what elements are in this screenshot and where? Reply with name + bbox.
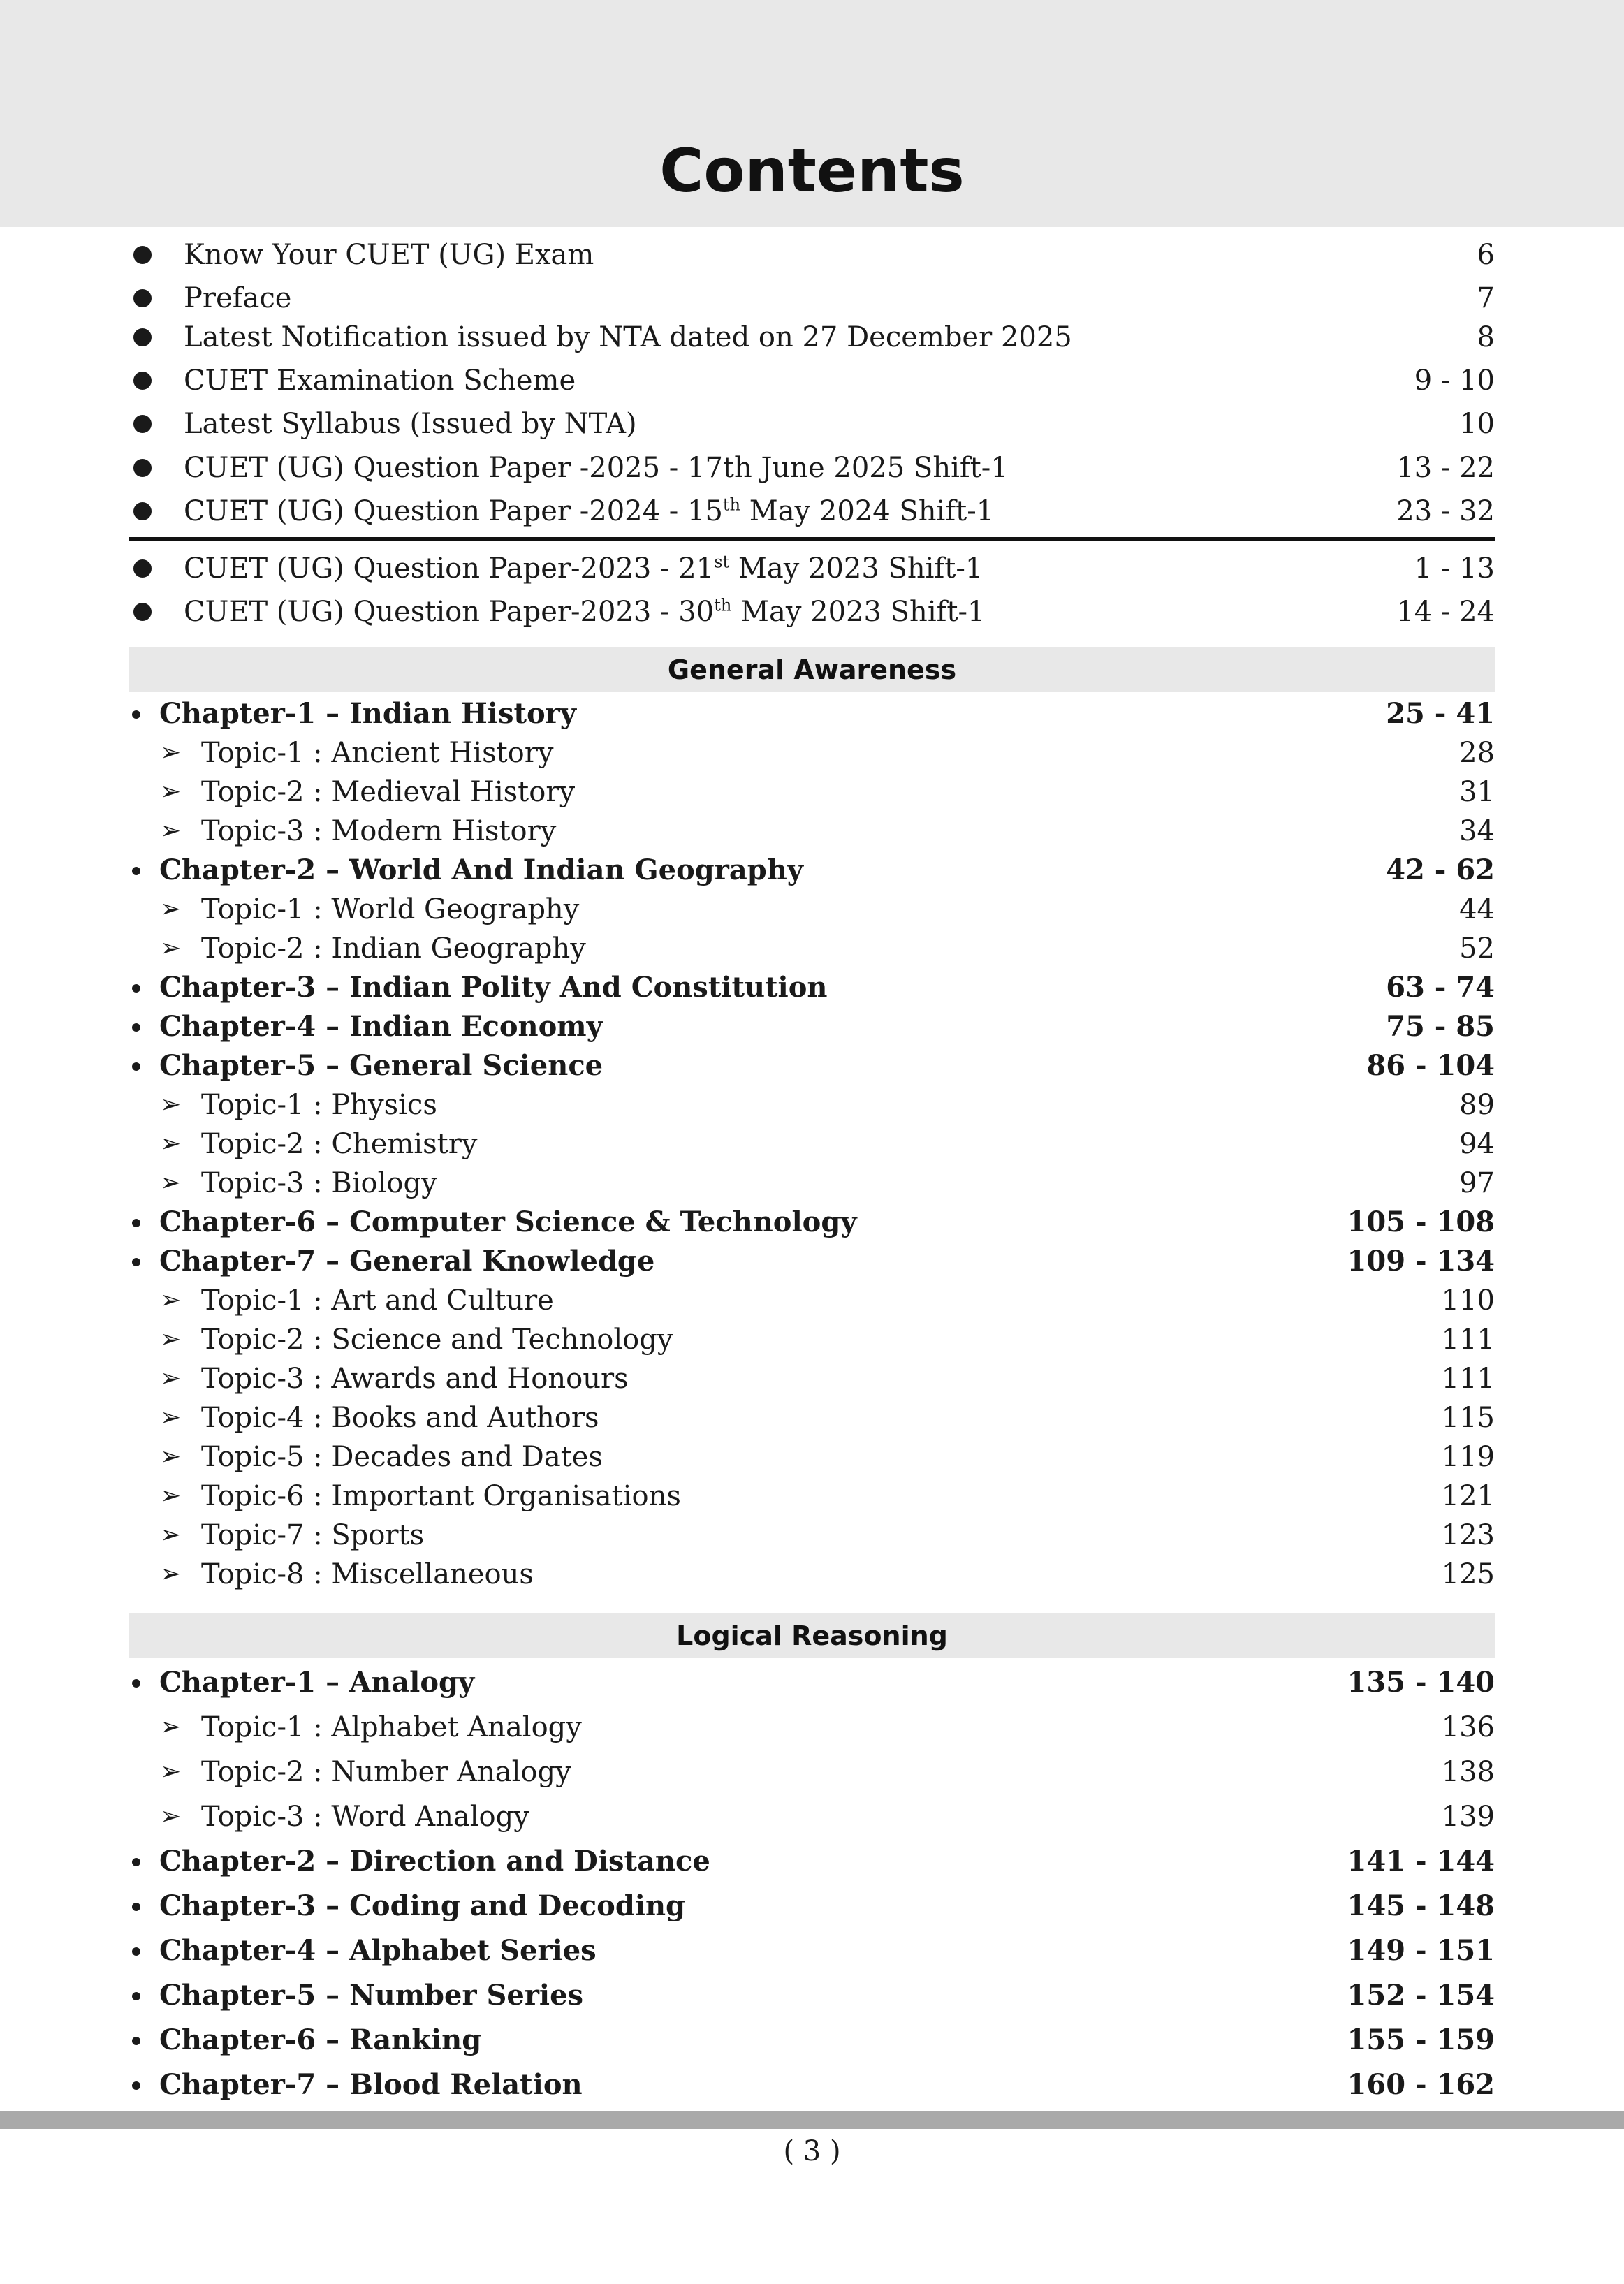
bullet-icon [132, 1219, 140, 1227]
entry-label: Topic-4 : Books and Authors [201, 1402, 599, 1434]
page-title: Contents [659, 136, 965, 206]
entry-label: Topic-1 : Alphabet Analogy [201, 1711, 582, 1743]
arrowhead-icon: ➢ [160, 1481, 182, 1510]
arrowhead-icon: ➢ [160, 934, 182, 962]
entry-page: 125 [1441, 1558, 1495, 1590]
topic-entry[interactable] [129, 1435, 1495, 1479]
chapter-entry[interactable] [129, 1044, 1495, 1088]
entry-label: CUET (UG) Question Paper -2024 - 15th May 2024 Shift-1 [184, 495, 995, 527]
footer-bar [0, 2111, 1624, 2129]
bullet-icon [132, 867, 140, 875]
topic-entry[interactable] [129, 1162, 1495, 1205]
topic-entry[interactable] [129, 1396, 1495, 1440]
topic-entry[interactable] [129, 1083, 1495, 1127]
arrowhead-icon: ➢ [160, 1129, 182, 1158]
entry-label: Chapter-1 – Indian History [159, 697, 576, 730]
entry-label: Topic-2 : Number Analogy [201, 1756, 571, 1788]
contents-entry[interactable] [129, 547, 1495, 590]
entry-label: Know Your CUET (UG) Exam [184, 239, 594, 271]
entry-label: Chapter-2 – World And Indian Geography [159, 854, 804, 886]
section-heading-logical-reasoning: Logical Reasoning [129, 1613, 1495, 1658]
chapter-entry[interactable] [129, 1661, 1495, 1704]
entry-label: Latest Syllabus (Issued by NTA) [184, 408, 637, 440]
entry-page: 141 - 144 [1347, 1845, 1495, 1877]
contents-entry[interactable] [129, 446, 1495, 490]
entry-page: 111 [1441, 1363, 1495, 1395]
entry-page: 111 [1441, 1324, 1495, 1356]
topic-entry[interactable] [129, 1122, 1495, 1166]
bullet-icon [132, 1992, 140, 2000]
entry-page: 6 [1477, 239, 1495, 271]
entry-page: 86 - 104 [1366, 1049, 1495, 1082]
topic-entry[interactable] [129, 1795, 1495, 1838]
arrowhead-icon: ➢ [160, 1286, 182, 1315]
topic-entry[interactable] [129, 1553, 1495, 1596]
topic-entry[interactable] [129, 1706, 1495, 1749]
entry-page: 25 - 41 [1386, 697, 1495, 730]
contents-entry[interactable] [129, 490, 1495, 533]
entry-page: 110 [1441, 1284, 1495, 1317]
entry-label: Topic-3 : Modern History [201, 815, 557, 847]
section-heading-general-awareness: General Awareness [129, 647, 1495, 692]
entry-label: Topic-1 : Art and Culture [201, 1284, 554, 1317]
entry-label: Preface [184, 282, 292, 314]
entry-page: 63 - 74 [1386, 971, 1495, 1004]
bullet-icon [132, 1062, 140, 1071]
entry-label: Chapter-3 – Coding and Decoding [159, 1889, 686, 1922]
bullet-icon [132, 984, 140, 993]
bullet-icon [133, 372, 152, 390]
entry-page: 136 [1441, 1711, 1495, 1743]
chapter-entry[interactable] [129, 966, 1495, 1009]
topic-entry[interactable] [129, 1474, 1495, 1518]
chapter-entry[interactable] [129, 692, 1495, 735]
bullet-icon [132, 2081, 140, 2090]
arrowhead-icon: ➢ [160, 1169, 182, 1197]
entry-page: 94 [1459, 1128, 1495, 1160]
bullet-icon [133, 415, 152, 433]
bullet-icon [133, 246, 152, 264]
arrowhead-icon: ➢ [160, 1713, 182, 1741]
bullet-icon [132, 1679, 140, 1688]
divider-line [129, 537, 1495, 541]
entry-label: Chapter-6 – Ranking [159, 2023, 482, 2056]
entry-page: 149 - 151 [1347, 1934, 1495, 1967]
entry-label: Topic-3 : Word Analogy [201, 1801, 529, 1833]
bullet-icon [133, 289, 152, 307]
entry-label: Chapter-4 – Indian Economy [159, 1010, 603, 1043]
bullet-icon [132, 1023, 140, 1032]
entry-page: 138 [1441, 1756, 1495, 1788]
chapter-entry[interactable] [129, 849, 1495, 892]
entry-page: 105 - 108 [1347, 1206, 1495, 1238]
entry-label: Chapter-5 – Number Series [159, 1979, 584, 2012]
entry-label: CUET (UG) Question Paper -2025 - 17th June 2025 Shift-1 [184, 452, 1009, 484]
chapter-entry[interactable] [129, 1884, 1495, 1928]
entry-page: 7 [1477, 282, 1495, 314]
arrowhead-icon: ➢ [160, 1090, 182, 1119]
entry-label: Topic-8 : Miscellaneous [201, 1558, 534, 1590]
page-number: ( 3 ) [783, 2135, 841, 2167]
entry-page: 31 [1459, 776, 1495, 808]
entry-label: Chapter-5 – General Science [159, 1049, 603, 1082]
arrowhead-icon: ➢ [160, 817, 182, 845]
contents-entry[interactable] [129, 316, 1495, 359]
entry-page: 109 - 134 [1347, 1245, 1495, 1278]
entry-page: 97 [1459, 1167, 1495, 1199]
chapter-entry[interactable] [129, 1840, 1495, 1883]
entry-page: 13 - 22 [1396, 452, 1495, 484]
entry-label: Chapter-2 – Direction and Distance [159, 1845, 710, 1877]
bullet-icon [132, 2037, 140, 2045]
entry-label: Topic-5 : Decades and Dates [201, 1441, 603, 1473]
chapter-entry[interactable] [129, 1929, 1495, 1972]
entry-page: 8 [1477, 321, 1495, 353]
arrowhead-icon: ➢ [160, 1403, 182, 1432]
chapter-entry[interactable] [129, 1240, 1495, 1283]
contents-entry[interactable] [129, 359, 1495, 402]
entry-page: 44 [1459, 893, 1495, 925]
entry-page: 10 [1459, 408, 1495, 440]
bullet-icon [133, 328, 152, 346]
entry-page: 121 [1441, 1480, 1495, 1512]
entry-page: 115 [1441, 1402, 1495, 1434]
topic-entry[interactable] [129, 1750, 1495, 1794]
entry-label: Latest Notification issued by NTA dated on 27 December 2025 [184, 321, 1072, 353]
contents-entry[interactable] [129, 402, 1495, 446]
entry-label: Topic-7 : Sports [201, 1519, 425, 1551]
topic-entry[interactable] [129, 1514, 1495, 1557]
arrowhead-icon: ➢ [160, 1325, 182, 1354]
entry-page: 119 [1441, 1441, 1495, 1473]
topic-entry[interactable] [129, 810, 1495, 853]
topic-entry[interactable] [129, 770, 1495, 814]
entry-page: 135 - 140 [1347, 1666, 1495, 1699]
topic-entry[interactable] [129, 1318, 1495, 1361]
entry-page: 28 [1459, 737, 1495, 769]
topic-entry[interactable] [129, 927, 1495, 970]
bullet-icon [132, 1258, 140, 1266]
chapter-entry[interactable] [129, 2019, 1495, 2062]
entry-page: 52 [1459, 932, 1495, 965]
entry-page: 1 - 13 [1414, 552, 1495, 585]
entry-label: CUET Examination Scheme [184, 365, 576, 397]
entry-label: Topic-6 : Important Organisations [201, 1480, 681, 1512]
entry-page: 155 - 159 [1347, 2023, 1495, 2056]
arrowhead-icon: ➢ [160, 1757, 182, 1786]
entry-label: Topic-3 : Awards and Honours [201, 1363, 629, 1395]
topic-entry[interactable] [129, 1357, 1495, 1400]
entry-label: Chapter-7 – General Knowledge [159, 1245, 655, 1278]
entry-page: 14 - 24 [1396, 596, 1495, 628]
entry-label: Topic-1 : World Geography [201, 893, 580, 925]
entry-page: 34 [1459, 815, 1495, 847]
bullet-icon [132, 1858, 140, 1866]
entry-page: 139 [1441, 1801, 1495, 1833]
arrowhead-icon: ➢ [160, 895, 182, 923]
entry-label: Chapter-1 – Analogy [159, 1666, 475, 1699]
bullet-icon [132, 1903, 140, 1911]
arrowhead-icon: ➢ [160, 1521, 182, 1549]
arrowhead-icon: ➢ [160, 1802, 182, 1831]
bullet-icon [132, 710, 140, 719]
contents-entry[interactable] [129, 277, 1495, 320]
entry-page: 152 - 154 [1347, 1979, 1495, 2012]
entry-page: 42 - 62 [1386, 854, 1495, 886]
topic-entry[interactable] [129, 888, 1495, 931]
entry-label: Chapter-6 – Computer Science & Technology [159, 1206, 857, 1238]
bullet-icon [133, 559, 152, 578]
contents-entry[interactable] [129, 590, 1495, 634]
entry-label: CUET (UG) Question Paper-2023 - 21st May 2023 Shift-1 [184, 552, 983, 585]
entry-label: Chapter-3 – Indian Polity And Constitution [159, 971, 828, 1004]
bullet-icon [133, 603, 152, 621]
chapter-entry[interactable] [129, 2063, 1495, 2107]
chapter-entry[interactable] [129, 1974, 1495, 2017]
entry-label: Topic-1 : Ancient History [201, 737, 554, 769]
entry-label: Topic-2 : Chemistry [201, 1128, 478, 1160]
arrowhead-icon: ➢ [160, 1442, 182, 1471]
entry-label: Topic-2 : Medieval History [201, 776, 576, 808]
entry-page: 23 - 32 [1396, 495, 1495, 527]
entry-page: 123 [1441, 1519, 1495, 1551]
entry-label: Chapter-7 – Blood Relation [159, 2068, 583, 2101]
entry-label: Topic-2 : Indian Geography [201, 932, 586, 965]
bullet-icon [133, 502, 152, 520]
arrowhead-icon: ➢ [160, 1560, 182, 1588]
chapter-entry[interactable] [129, 1201, 1495, 1244]
entry-label: Topic-1 : Physics [201, 1089, 437, 1121]
entry-page: 9 - 10 [1414, 365, 1495, 397]
arrowhead-icon: ➢ [160, 777, 182, 806]
entry-page: 160 - 162 [1347, 2068, 1495, 2101]
entry-label: Chapter-4 – Alphabet Series [159, 1934, 597, 1967]
bullet-icon [133, 459, 152, 477]
chapter-entry[interactable] [129, 1005, 1495, 1048]
contents-entry[interactable] [129, 233, 1495, 277]
arrowhead-icon: ➢ [160, 738, 182, 767]
arrowhead-icon: ➢ [160, 1364, 182, 1393]
bullet-icon [132, 1947, 140, 1956]
entry-page: 75 - 85 [1386, 1010, 1495, 1043]
topic-entry[interactable] [129, 731, 1495, 775]
topic-entry[interactable] [129, 1279, 1495, 1322]
entry-label: Topic-2 : Science and Technology [201, 1324, 673, 1356]
entry-label: Topic-3 : Biology [201, 1167, 437, 1199]
entry-label: CUET (UG) Question Paper-2023 - 30th May 2023 Shift-1 [184, 595, 986, 628]
entry-page: 89 [1459, 1089, 1495, 1121]
entry-page: 145 - 148 [1347, 1889, 1495, 1922]
